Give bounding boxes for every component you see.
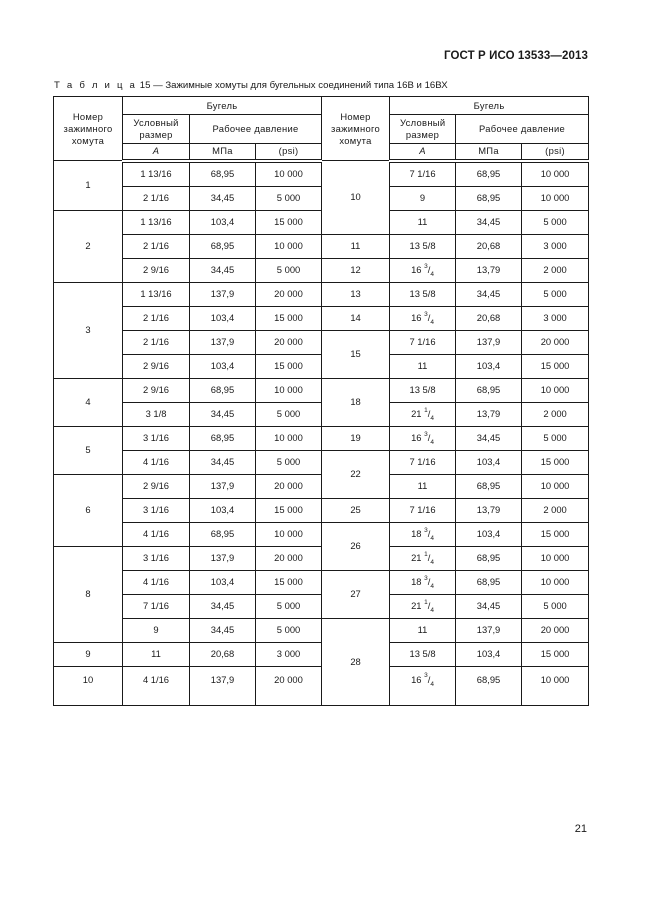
pressure-mpa-cell: 34,45: [190, 186, 256, 210]
pressure-mpa-cell: 103,4: [190, 306, 256, 330]
nominal-size-cell: 11: [123, 642, 190, 666]
size-numerator: 3: [424, 672, 428, 680]
nominal-size-cell: 1 13/16: [123, 210, 190, 234]
nominal-size-cell: 2 1/16: [123, 306, 190, 330]
pressure-mpa-cell: 68,95: [456, 378, 522, 402]
size-whole: 18: [411, 528, 422, 539]
nominal-size-cell: 9: [123, 618, 190, 642]
size-denominator: 4: [430, 558, 434, 566]
nominal-size-cell: 7 1/16: [390, 330, 456, 354]
size-whole: 18: [411, 576, 422, 587]
pressure-mpa-cell: 20,68: [456, 306, 522, 330]
table-row: [54, 306, 589, 330]
page-number: 21: [574, 823, 587, 835]
pressure-mpa-cell: 34,45: [190, 594, 256, 618]
pressure-psi-cell: 15 000: [256, 498, 322, 522]
pressure-psi-cell: 20 000: [522, 618, 589, 642]
clamp-number-cell: 13: [322, 282, 390, 306]
nominal-size-cell: 2 1/16: [123, 330, 190, 354]
nominal-size-cell: [390, 546, 456, 570]
clamp-number-cell: 27: [322, 570, 390, 618]
header-hub-right: Бугель: [390, 97, 589, 115]
pressure-mpa-cell: 34,45: [190, 450, 256, 474]
table-row: [54, 570, 589, 594]
table-row: [54, 642, 589, 666]
nominal-size-cell: 2 9/16: [123, 474, 190, 498]
header-clamp-number-left: Номер зажимного хомута: [54, 97, 123, 161]
nominal-size-cell: 7 1/16: [390, 161, 456, 187]
pressure-psi-cell: 15 000: [256, 354, 322, 378]
size-numerator: 1: [424, 406, 428, 414]
clamp-number-cell: 28: [322, 618, 390, 705]
pressure-psi-cell: 3 000: [256, 642, 322, 666]
fraction-slash: /: [427, 552, 431, 563]
nominal-size-cell: [390, 570, 456, 594]
nominal-size-cell: 4 1/16: [123, 522, 190, 546]
unit-mpa-left: МПа: [190, 144, 256, 161]
pressure-mpa-cell: 137,9: [190, 666, 256, 705]
unit-size-left: A: [123, 144, 190, 161]
pressure-psi-cell: 5 000: [256, 402, 322, 426]
pressure-psi-cell: 5 000: [522, 594, 589, 618]
pressure-mpa-cell: 137,9: [190, 474, 256, 498]
pressure-mpa-cell: 34,45: [190, 258, 256, 282]
table-row: [54, 402, 589, 426]
pressure-mpa-cell: 68,95: [190, 234, 256, 258]
nominal-size-cell: 3 1/8: [123, 402, 190, 426]
clamp-table: [53, 96, 589, 706]
size-numerator: 3: [424, 574, 428, 582]
pressure-mpa-cell: 20,68: [190, 642, 256, 666]
size-denominator: 4: [430, 534, 434, 542]
size-numerator: 1: [424, 598, 428, 606]
size-whole: 16: [411, 673, 422, 685]
pressure-psi-cell: 15 000: [522, 522, 589, 546]
nominal-size-cell: 13 5/8: [390, 378, 456, 402]
header-working-pressure-left: Рабочее давление: [190, 115, 322, 144]
nominal-size-cell: 11: [390, 210, 456, 234]
pressure-psi-cell: 5 000: [256, 618, 322, 642]
standard-designation: ГОСТ Р ИСО 13533—2013: [443, 50, 588, 62]
pressure-mpa-cell: 34,45: [456, 426, 522, 450]
clamp-number-cell: 12: [322, 258, 390, 282]
caption-number: 15: [139, 80, 151, 91]
nominal-size-cell: 13 5/8: [390, 282, 456, 306]
pressure-psi-cell: 5 000: [256, 258, 322, 282]
size-denominator: 4: [430, 606, 434, 614]
fraction-slash: /: [427, 528, 431, 539]
size-denominator: 4: [430, 680, 434, 688]
clamp-number-cell: 22: [322, 450, 390, 498]
clamp-number-cell: 5: [54, 426, 123, 474]
pressure-psi-cell: 5 000: [522, 426, 589, 450]
table-row: [54, 258, 589, 282]
fraction-slash: /: [427, 312, 431, 323]
pressure-psi-cell: 15 000: [522, 354, 589, 378]
nominal-size-cell: 7 1/16: [123, 594, 190, 618]
size-numerator: 3: [424, 310, 428, 318]
clamp-number-cell: 8: [54, 546, 123, 642]
pressure-mpa-cell: 68,95: [190, 161, 256, 187]
clamp-number-cell: 10: [322, 161, 390, 235]
pressure-psi-cell: 2 000: [522, 258, 589, 282]
fraction-slash: /: [427, 432, 431, 443]
table-row: [54, 450, 589, 474]
pressure-mpa-cell: 68,95: [456, 474, 522, 498]
nominal-size-cell: 4 1/16: [123, 450, 190, 474]
header-hub-left: Бугель: [123, 97, 322, 115]
pressure-mpa-cell: 68,95: [456, 161, 522, 187]
pressure-mpa-cell: 137,9: [456, 618, 522, 642]
pressure-mpa-cell: 68,95: [190, 522, 256, 546]
pressure-psi-cell: 10 000: [522, 474, 589, 498]
table-row: [54, 426, 589, 450]
clamp-number-cell: 19: [322, 426, 390, 450]
clamp-number-cell: 14: [322, 306, 390, 330]
nominal-size-cell: 11: [390, 474, 456, 498]
size-denominator: 4: [430, 438, 434, 446]
clamp-number-cell: 2: [54, 210, 123, 282]
unit-psi-left: (psi): [256, 144, 322, 161]
nominal-size-cell: [390, 426, 456, 450]
table-row: [54, 354, 589, 378]
nominal-size-cell: [390, 666, 456, 705]
nominal-size-cell: [390, 306, 456, 330]
pressure-psi-cell: 20 000: [256, 282, 322, 306]
pressure-mpa-cell: 34,45: [456, 594, 522, 618]
pressure-mpa-cell: 103,4: [456, 354, 522, 378]
pressure-psi-cell: 5 000: [256, 594, 322, 618]
table-row: [54, 234, 589, 258]
pressure-psi-cell: 15 000: [522, 450, 589, 474]
nominal-size-cell: 2 9/16: [123, 378, 190, 402]
pressure-psi-cell: 5 000: [256, 450, 322, 474]
pressure-mpa-cell: 13,79: [456, 498, 522, 522]
pressure-mpa-cell: 68,95: [190, 426, 256, 450]
table-row: [54, 618, 589, 642]
table-row: [54, 522, 589, 546]
nominal-size-cell: 13 5/8: [390, 642, 456, 666]
header-clamp-number-right: Номер зажимного хомута: [322, 97, 390, 161]
pressure-psi-cell: 15 000: [256, 306, 322, 330]
table-row: [54, 378, 589, 402]
pressure-psi-cell: 15 000: [522, 642, 589, 666]
header-working-pressure-right: Рабочее давление: [456, 115, 589, 144]
size-denominator: 4: [430, 582, 434, 590]
size-numerator: 1: [424, 550, 428, 558]
table-row: [54, 186, 589, 210]
pressure-psi-cell: 5 000: [522, 282, 589, 306]
unit-psi-right: (psi): [522, 144, 589, 161]
header-nominal-size-left: Условный размер: [123, 115, 190, 144]
clamp-number-cell: 1: [54, 161, 123, 211]
clamp-number-cell: 11: [322, 234, 390, 258]
table-body: [54, 161, 589, 706]
pressure-psi-cell: 10 000: [256, 522, 322, 546]
pressure-psi-cell: 10 000: [256, 426, 322, 450]
size-whole: 21: [411, 408, 422, 419]
nominal-size-cell: 3 1/16: [123, 498, 190, 522]
pressure-psi-cell: 10 000: [522, 161, 589, 187]
pressure-psi-cell: 20 000: [256, 330, 322, 354]
nominal-size-cell: 2 9/16: [123, 258, 190, 282]
nominal-size-cell: [390, 522, 456, 546]
nominal-size-cell: [390, 258, 456, 282]
nominal-size-cell: 7 1/16: [390, 498, 456, 522]
header-nominal-size-right: Условный размер: [390, 115, 456, 144]
nominal-size-cell: [390, 402, 456, 426]
pressure-mpa-cell: 103,4: [456, 522, 522, 546]
clamp-number-cell: 15: [322, 330, 390, 378]
clamp-number-cell: 9: [54, 642, 123, 666]
pressure-psi-cell: 20 000: [256, 666, 322, 705]
pressure-psi-cell: 10 000: [522, 186, 589, 210]
clamp-number-cell: 3: [54, 282, 123, 378]
size-whole: 16: [411, 264, 422, 275]
pressure-psi-cell: 10 000: [522, 666, 589, 705]
pressure-mpa-cell: 13,79: [456, 258, 522, 282]
pressure-psi-cell: 3 000: [522, 234, 589, 258]
pressure-psi-cell: 15 000: [256, 570, 322, 594]
clamp-number-cell: 6: [54, 474, 123, 546]
pressure-mpa-cell: 137,9: [190, 282, 256, 306]
size-numerator: 3: [424, 430, 428, 438]
pressure-psi-cell: 10 000: [522, 378, 589, 402]
unit-mpa-right: МПа: [456, 144, 522, 161]
pressure-psi-cell: 20 000: [256, 474, 322, 498]
nominal-size-cell: 11: [390, 354, 456, 378]
size-whole: 21: [411, 552, 422, 563]
table-row: [54, 474, 589, 498]
nominal-size-cell: 1 13/16: [123, 161, 190, 187]
pressure-psi-cell: 10 000: [256, 234, 322, 258]
caption-prefix: Т а б л и ц а: [54, 80, 138, 91]
pressure-mpa-cell: 68,95: [190, 378, 256, 402]
table-caption: [54, 80, 448, 91]
table-row: [54, 210, 589, 234]
pressure-mpa-cell: 34,45: [190, 618, 256, 642]
pressure-mpa-cell: 34,45: [456, 282, 522, 306]
pressure-mpa-cell: 103,4: [190, 210, 256, 234]
pressure-psi-cell: 15 000: [256, 210, 322, 234]
pressure-mpa-cell: 20,68: [456, 234, 522, 258]
pressure-psi-cell: 2 000: [522, 498, 589, 522]
size-denominator: 4: [430, 318, 434, 326]
nominal-size-cell: 4 1/16: [123, 570, 190, 594]
pressure-mpa-cell: 103,4: [456, 450, 522, 474]
pressure-psi-cell: 3 000: [522, 306, 589, 330]
nominal-size-cell: 2 1/16: [123, 186, 190, 210]
pressure-mpa-cell: 137,9: [456, 330, 522, 354]
size-whole: 16: [411, 432, 422, 443]
pressure-psi-cell: 10 000: [256, 378, 322, 402]
caption-text: — Зажимные хомуты для бугельных соединений типа 16В и 16ВХ: [153, 80, 448, 91]
fraction-slash: /: [427, 408, 431, 419]
clamp-number-cell: 25: [322, 498, 390, 522]
fraction-slash: /: [427, 673, 431, 685]
pressure-psi-cell: 10 000: [522, 570, 589, 594]
fraction-slash: /: [427, 600, 431, 611]
nominal-size-cell: [390, 594, 456, 618]
nominal-size-cell: 1 13/16: [123, 282, 190, 306]
pressure-mpa-cell: 137,9: [190, 330, 256, 354]
pressure-mpa-cell: 103,4: [456, 642, 522, 666]
pressure-psi-cell: 10 000: [256, 161, 322, 187]
fraction-slash: /: [427, 576, 431, 587]
pressure-mpa-cell: 137,9: [190, 546, 256, 570]
pressure-psi-cell: 10 000: [522, 546, 589, 570]
pressure-psi-cell: 20 000: [522, 330, 589, 354]
nominal-size-cell: 3 1/16: [123, 546, 190, 570]
fraction-slash: /: [427, 264, 431, 275]
table-row: [54, 594, 589, 618]
table-row: [54, 666, 589, 705]
pressure-mpa-cell: 68,95: [456, 570, 522, 594]
table-row: [54, 282, 589, 306]
table-row: [54, 330, 589, 354]
pressure-mpa-cell: 103,4: [190, 354, 256, 378]
nominal-size-cell: 3 1/16: [123, 426, 190, 450]
size-whole: 21: [411, 600, 422, 611]
pressure-mpa-cell: 103,4: [190, 570, 256, 594]
clamp-number-cell: 10: [54, 666, 123, 705]
pressure-psi-cell: 5 000: [256, 186, 322, 210]
pressure-mpa-cell: 34,45: [190, 402, 256, 426]
pressure-psi-cell: 5 000: [522, 210, 589, 234]
nominal-size-cell: 2 1/16: [123, 234, 190, 258]
size-numerator: 3: [424, 526, 428, 534]
pressure-mpa-cell: 13,79: [456, 402, 522, 426]
pressure-psi-cell: 2 000: [522, 402, 589, 426]
size-denominator: 4: [430, 414, 434, 422]
clamp-number-cell: 26: [322, 522, 390, 570]
pressure-mpa-cell: 68,95: [456, 546, 522, 570]
size-numerator: 3: [424, 262, 428, 270]
table-row: [54, 546, 589, 570]
pressure-mpa-cell: 68,95: [456, 666, 522, 705]
pressure-psi-cell: 20 000: [256, 546, 322, 570]
nominal-size-cell: 2 9/16: [123, 354, 190, 378]
nominal-size-cell: 13 5/8: [390, 234, 456, 258]
pressure-mpa-cell: 103,4: [190, 498, 256, 522]
size-whole: 16: [411, 312, 422, 323]
nominal-size-cell: 9: [390, 186, 456, 210]
nominal-size-cell: 7 1/16: [390, 450, 456, 474]
nominal-size-cell: 4 1/16: [123, 666, 190, 705]
pressure-mpa-cell: 34,45: [456, 210, 522, 234]
table-row: [54, 498, 589, 522]
size-denominator: 4: [430, 270, 434, 278]
unit-size-right: A: [390, 144, 456, 161]
clamp-number-cell: 4: [54, 378, 123, 426]
nominal-size-cell: 11: [390, 618, 456, 642]
table-row: [54, 161, 589, 187]
clamp-number-cell: 18: [322, 378, 390, 426]
pressure-mpa-cell: 68,95: [456, 186, 522, 210]
